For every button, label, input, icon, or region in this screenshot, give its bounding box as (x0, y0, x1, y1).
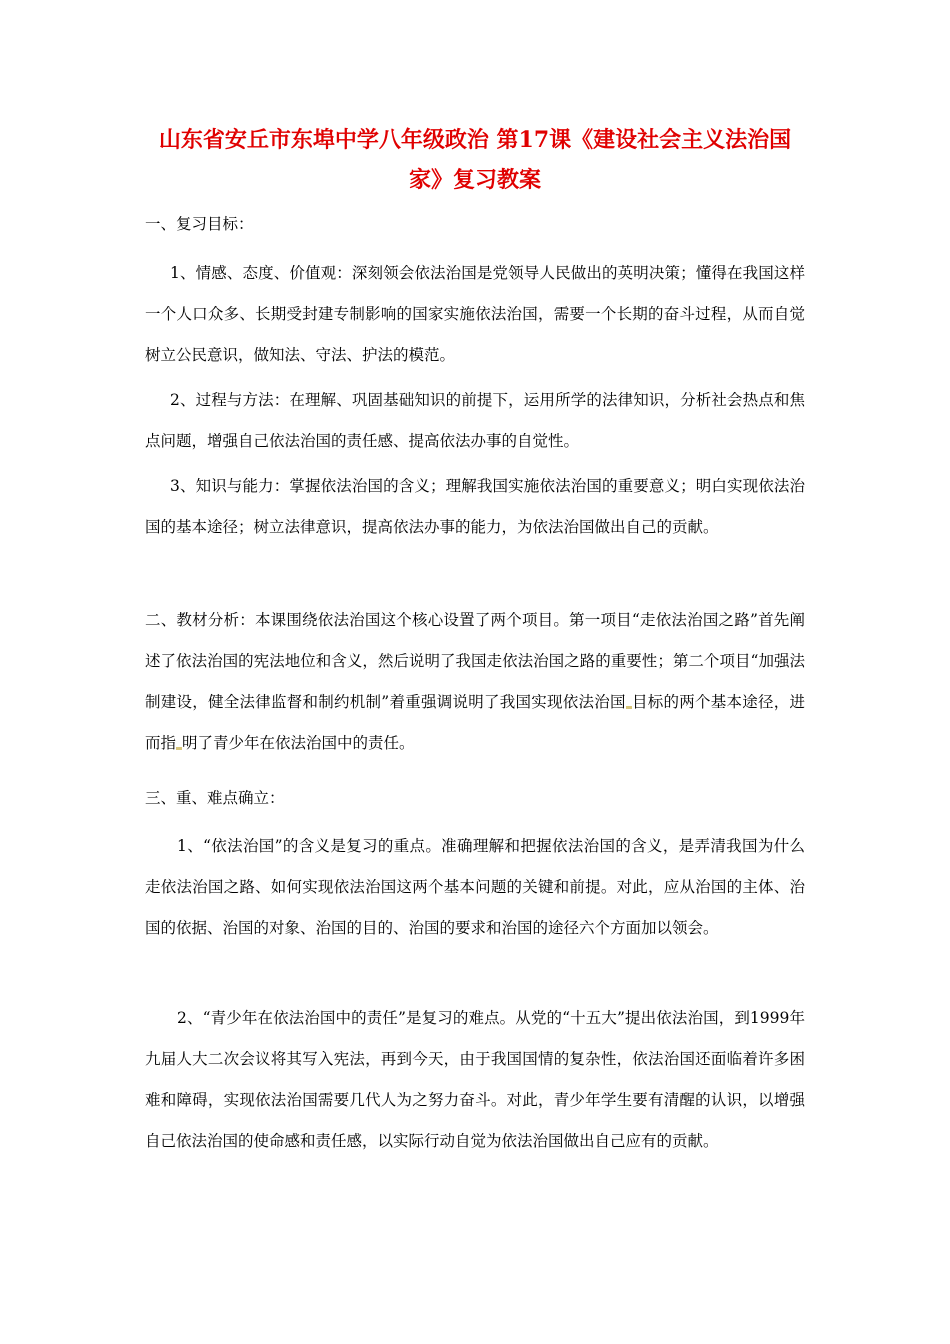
section-3-item-1: 1、“依法治国”的含义是复习的重点。准确理解和把握依法治国的含义，是弄清我国为什么走依法治国之路、如何实现依法治国这两个基本问题的关键和前提。对此，应从治国的主体、治国的依据、治国的对象、治国的目的、治国的要求和治国的途径六个方面加以领会。 (145, 837, 805, 937)
section-3-heading: 三、重、难点确立： (145, 789, 285, 807)
section-3-item-2: 2、“青少年在依法治国中的责任”是复习的难点。从党的“十五大”提出依法治国，到1999年九届人大二次会议将其写入宪法，再到今天，由于我国国情的复杂性，依法治国还面临着许多困难和障碍，实现依法治国需要几代人为之努力奋斗。对此，青少年学生要有清醒的认识，以增强自己依法治国的使命感和责任感，以实际行动自觉为依法治国做出自己应有的贡献。 (145, 1009, 805, 1150)
section-2-paragraph (145, 600, 805, 764)
section-2-text-c: 明了青少年在依法治国中的责任。 (182, 734, 415, 752)
section-1-item-3: 3、知识与能力：掌握依法治国的含义；理解我国实施依法治国的重要意义；明白实现依法治国的基本途径；树立法律意识，提高依法办事的能力，为依法治国做出自己的贡献。 (145, 477, 805, 536)
section-2-text-a: 二、教材分析：本课围绕依法治国这个核心设置了两个项目。第一项目“走依法治国之路”首先阐述了依法治国的宪法地位和含义，然后说明了我国走依法治国之路的重要性；第二个项目“加强法制建设，健全法律监督和制约机制”着重强调说明了我国实现依法治国 (145, 611, 805, 711)
section-1-item-1: 1、情感、态度、价值观：深刻领会依法治国是党领导人民做出的英明决策；懂得在我国这样一个人口众多、长期受封建专制影响的国家实施依法治国，需要一个长期的奋斗过程，从而自觉树立公民意识，做知法、守法、护法的模范。 (145, 264, 805, 364)
section-1-heading: 一、复习目标： (145, 215, 254, 233)
document-title: 山东省安丘市东埠中学八年级政治 第17课《建设社会主义法治国家》复习教案 (158, 127, 792, 193)
section-2-text-b: 目标的两个基本途径，进而指 (145, 693, 805, 752)
section-1-item-2: 2、过程与方法：在理解、巩固基础知识的前提下，运用所学的法律知识，分析社会热点和焦点问题，增强自己依法治国的责任感、提高依法办事的自觉性。 (145, 391, 805, 450)
